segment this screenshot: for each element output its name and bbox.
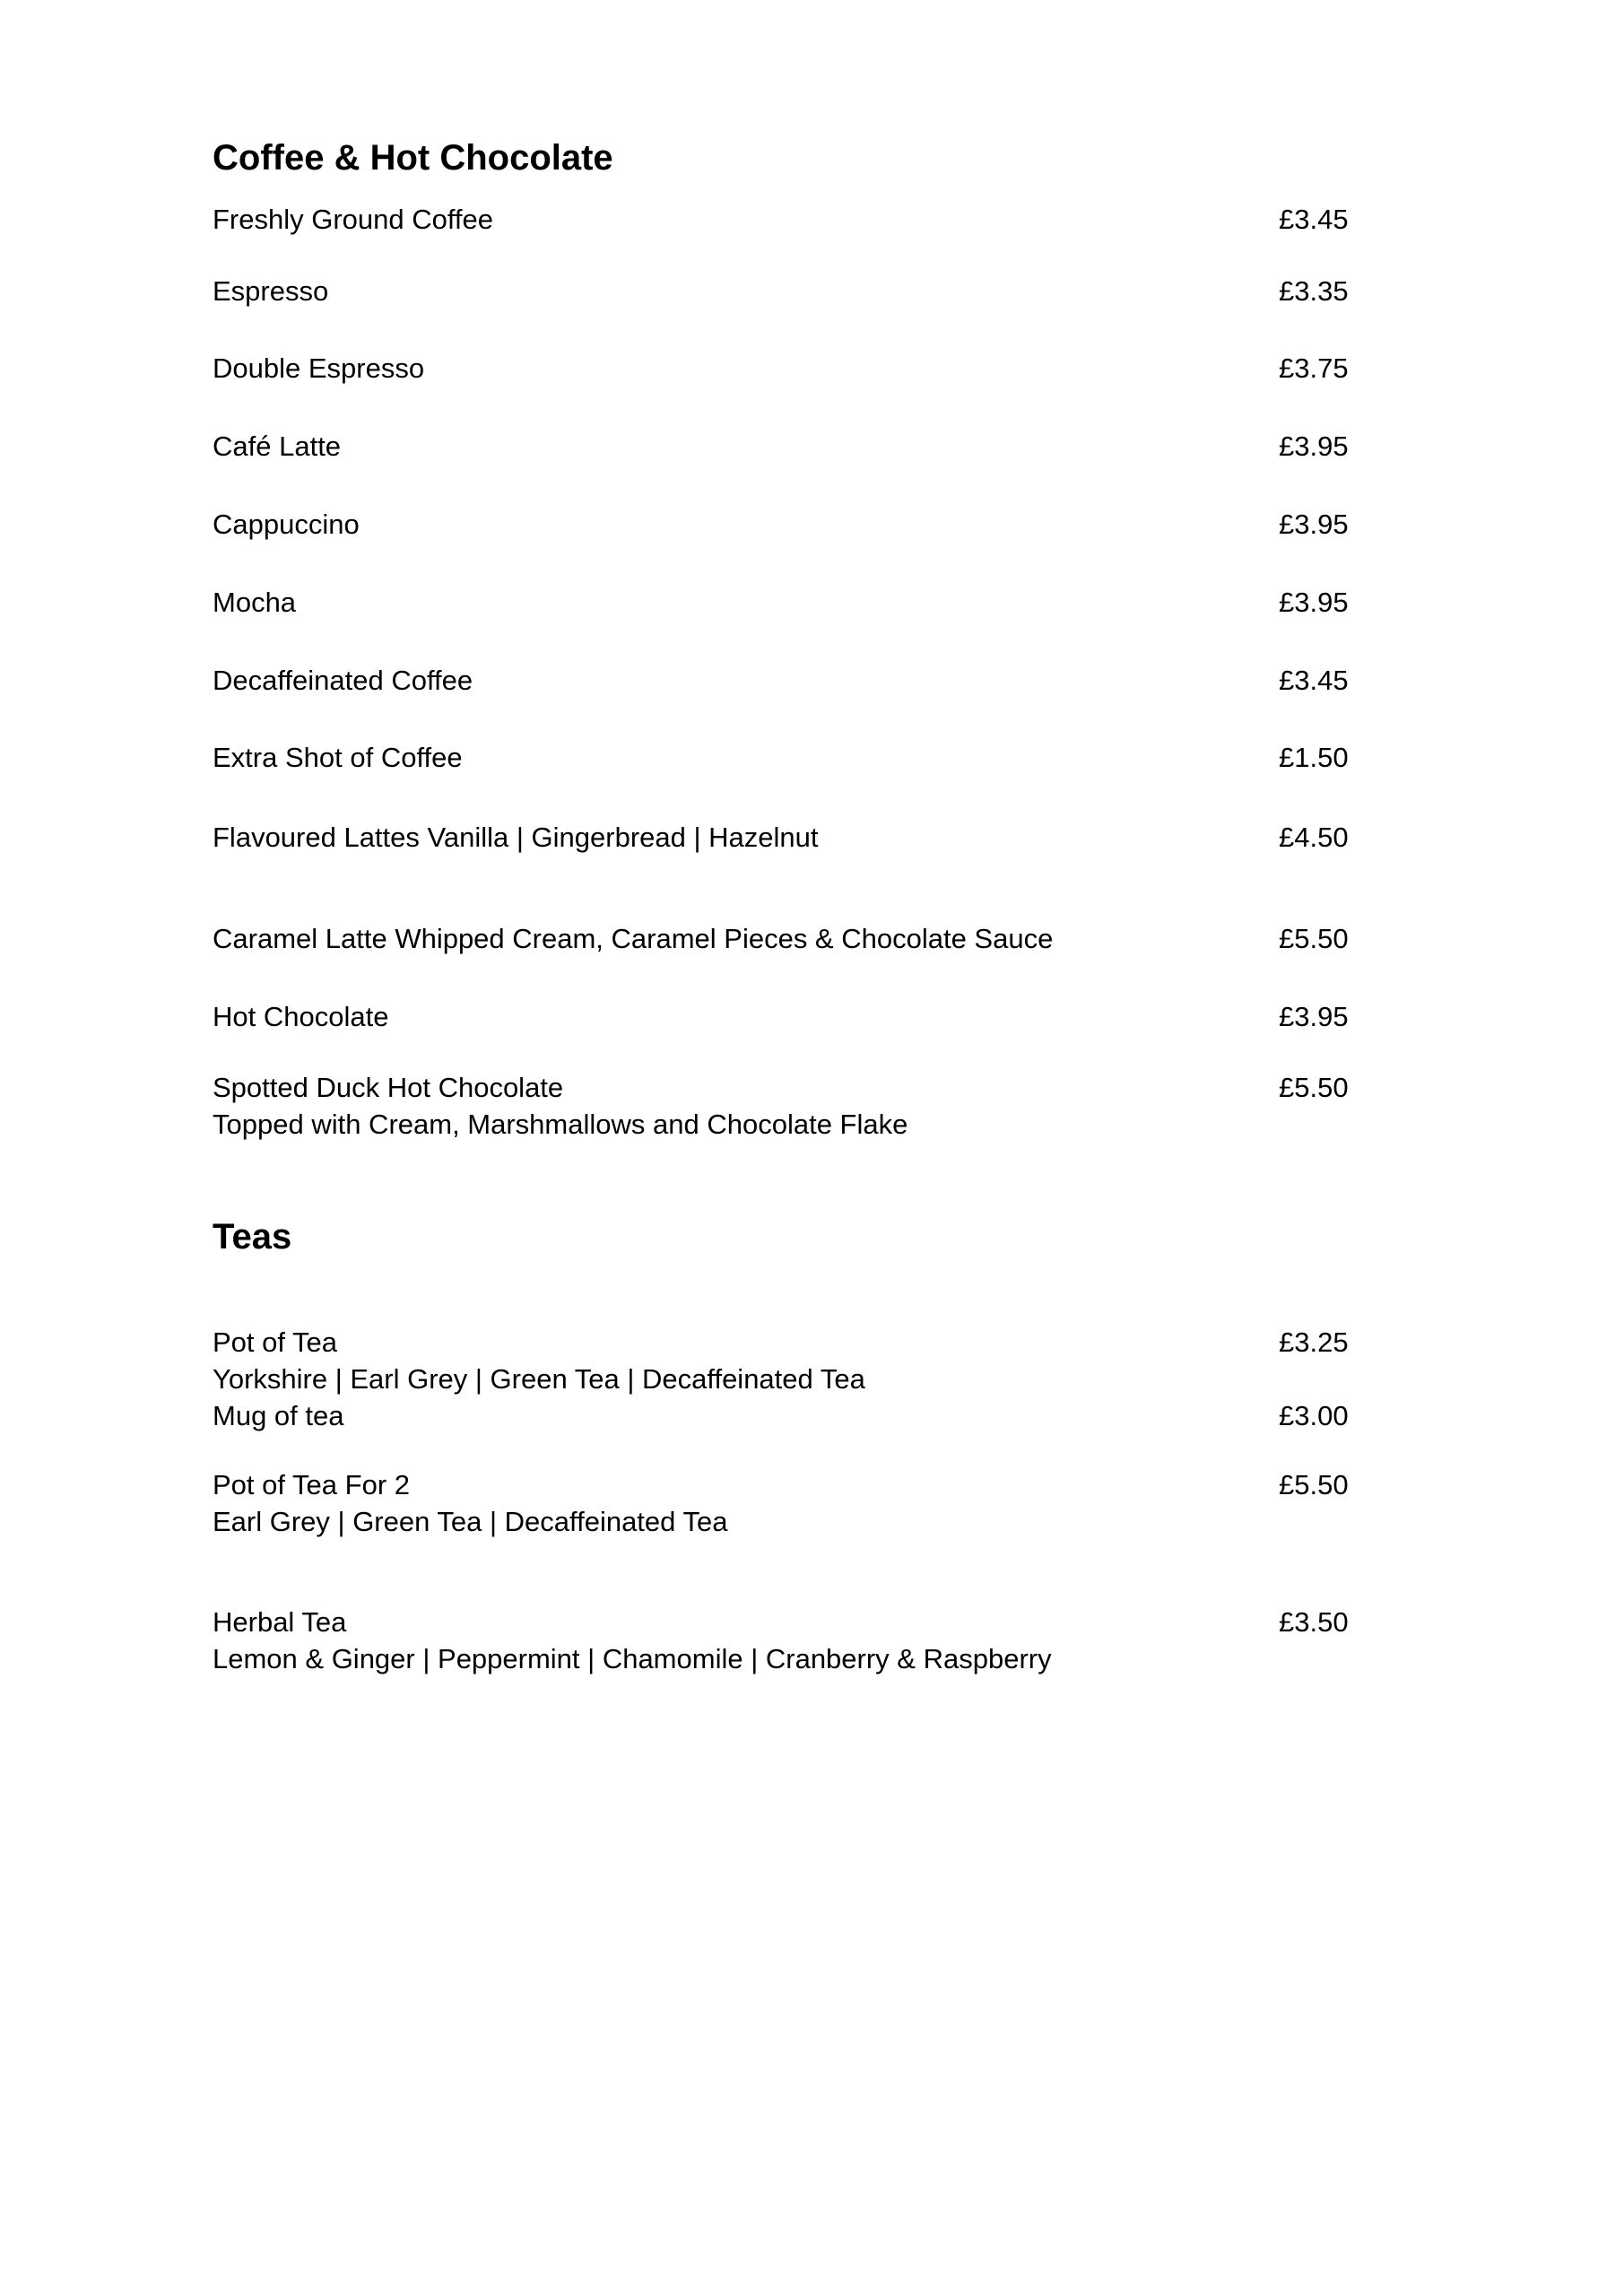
item-price: £3.45 [1279,204,1349,235]
item-price: £3.35 [1279,275,1349,307]
item-price: £3.75 [1279,352,1349,384]
item-name: Pot of Tea [213,1326,338,1358]
item-price: £3.95 [1279,1001,1349,1032]
item-name: Cappuccino [213,509,360,540]
item-name: Double Espresso [213,352,425,384]
section-title-coffee: Coffee & Hot Chocolate [213,138,613,178]
item-description: Yorkshire | Earl Grey | Green Tea | Decaffeinated Tea [213,1363,865,1395]
item-name: Pot of Tea For 2 [213,1469,410,1500]
item-name: Caramel Latte Whipped Cream, Caramel Pieces & Chocolate Sauce [213,923,1054,954]
item-price: £3.00 [1279,1400,1349,1431]
item-description: Topped with Cream, Marshmallows and Chocolate Flake [213,1109,908,1140]
item-price: £4.50 [1279,822,1349,853]
item-price: £3.95 [1279,509,1349,540]
item-name: Hot Chocolate [213,1001,389,1032]
item-price: £3.95 [1279,430,1349,462]
item-price: £3.45 [1279,665,1349,696]
item-name: Decaffeinated Coffee [213,665,473,696]
item-name: Flavoured Lattes Vanilla | Gingerbread | Hazelnut [213,822,819,853]
item-description: Earl Grey | Green Tea | Decaffeinated Tea [213,1506,728,1537]
item-name: Herbal Tea [213,1606,347,1638]
item-name: Mug of tea [213,1400,344,1431]
item-name: Spotted Duck Hot Chocolate [213,1072,564,1103]
item-name: Espresso [213,275,329,307]
item-price: £5.50 [1279,1469,1349,1500]
item-name: Extra Shot of Coffee [213,742,463,773]
item-price: £5.50 [1279,1072,1349,1103]
item-description: Lemon & Ginger | Peppermint | Chamomile | Cranberry & Raspberry [213,1643,1052,1674]
item-price: £3.25 [1279,1326,1349,1358]
item-price: £3.95 [1279,587,1349,618]
item-price: £1.50 [1279,742,1349,773]
item-price: £5.50 [1279,923,1349,954]
section-title-teas: Teas [213,1217,292,1257]
item-price: £3.50 [1279,1606,1349,1638]
item-name: Café Latte [213,430,342,462]
item-name: Freshly Ground Coffee [213,204,494,235]
item-name: Mocha [213,587,297,618]
